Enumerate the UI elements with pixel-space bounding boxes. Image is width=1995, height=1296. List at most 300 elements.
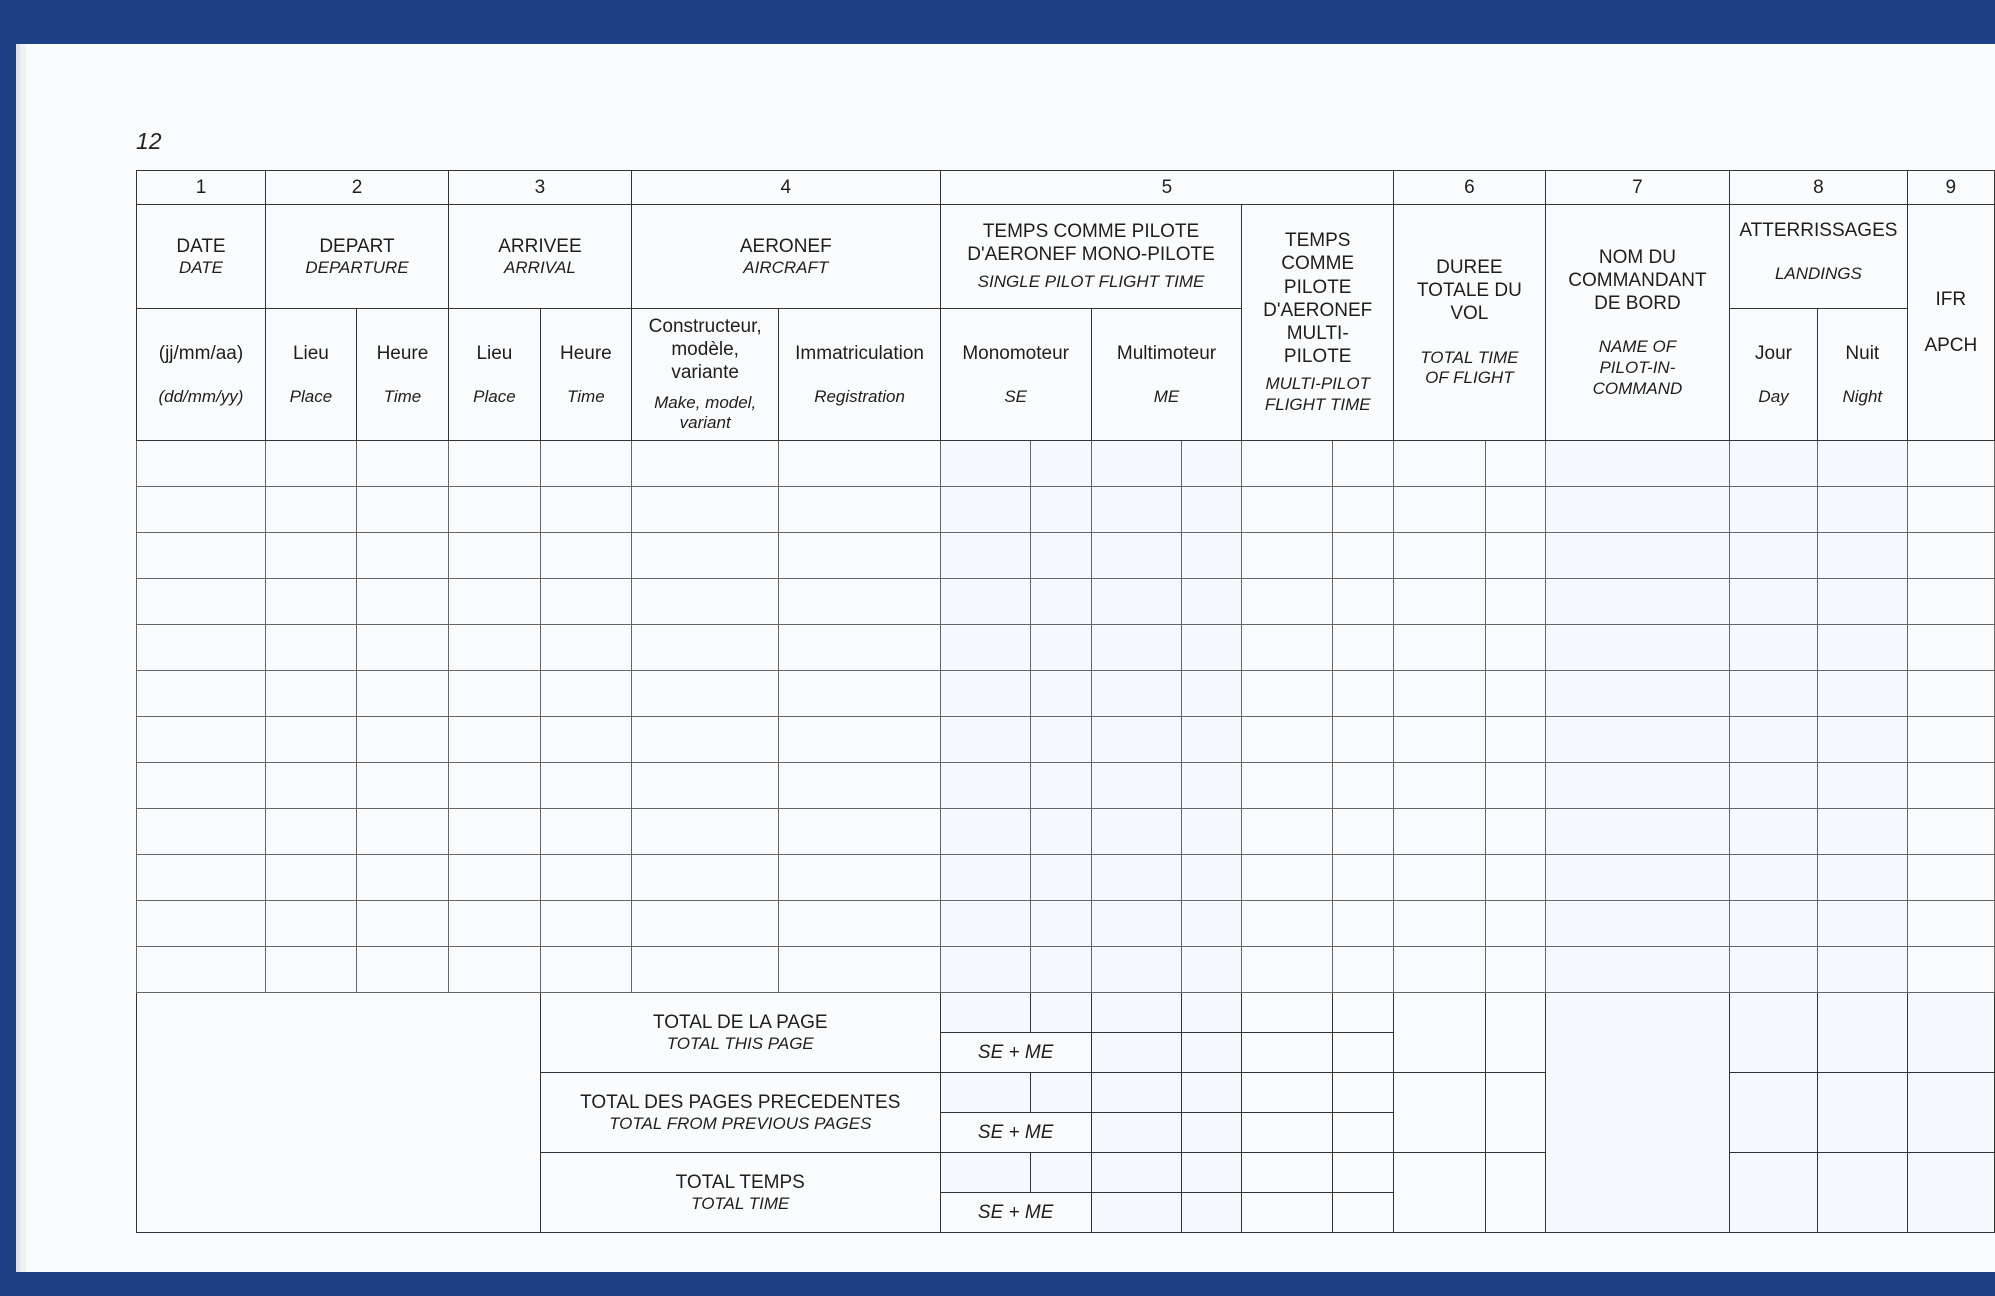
cell-arr-place[interactable] (449, 763, 541, 809)
cell-me-total-page[interactable] (1091, 993, 1181, 1033)
cell-total-min[interactable] (1486, 947, 1545, 993)
cell-se-min[interactable] (1031, 441, 1092, 487)
cell-arr-time[interactable] (540, 763, 631, 809)
cell-me-hours[interactable] (1091, 579, 1181, 625)
cell-mp-total-prev-min[interactable] (1333, 1073, 1394, 1113)
cell-dep-time[interactable] (356, 809, 448, 855)
cell-mp-min[interactable] (1333, 441, 1394, 487)
cell-ifr-total-prev[interactable] (1907, 1073, 1994, 1153)
cell-se-min[interactable] (1031, 809, 1092, 855)
se-me-label (940, 1113, 1091, 1153)
cell-date[interactable] (137, 717, 266, 763)
cell-se-hours[interactable] (940, 671, 1030, 717)
cell-make-model[interactable] (631, 533, 779, 579)
cell-ifr-apch[interactable] (1907, 855, 1994, 901)
se-me-label (940, 1193, 1091, 1233)
cell-me-total-all[interactable] (1091, 1153, 1181, 1193)
cell-total-time-all[interactable] (1394, 1153, 1486, 1233)
entry-row (137, 947, 1995, 993)
cell-se-min[interactable] (1031, 855, 1092, 901)
cell-arr-time[interactable] (540, 671, 631, 717)
cell-registration[interactable] (779, 487, 940, 533)
landings-day-en: Day (1758, 386, 1789, 406)
cell-me-min[interactable] (1181, 533, 1242, 579)
cell-mp-min[interactable] (1333, 625, 1394, 671)
cell-dep-time[interactable] (356, 533, 448, 579)
cell-arr-place[interactable] (449, 809, 541, 855)
cell-make-model[interactable] (631, 947, 779, 993)
cell-total-hours[interactable] (1394, 441, 1486, 487)
cell-dep-place[interactable] (265, 947, 356, 993)
cell-day-total-prev[interactable] (1730, 1073, 1818, 1153)
cell-day-landings[interactable] (1730, 717, 1818, 763)
cell-mp-min[interactable] (1333, 487, 1394, 533)
cell-se-hours[interactable] (940, 441, 1030, 487)
entry-row (137, 441, 1995, 487)
cell-dep-place[interactable] (265, 487, 356, 533)
cell-me-total-page-min[interactable] (1181, 993, 1242, 1033)
cell-se-hours[interactable] (940, 855, 1030, 901)
cell-me-hours[interactable] (1091, 855, 1181, 901)
cell-mp-min[interactable] (1333, 855, 1394, 901)
cell-mp-hours[interactable] (1242, 487, 1333, 533)
cell-pic-name[interactable] (1545, 717, 1729, 763)
cell-total-hours[interactable] (1394, 533, 1486, 579)
cell-mp-hours[interactable] (1242, 441, 1333, 487)
cell-me-min[interactable] (1181, 625, 1242, 671)
entry-row (137, 809, 1995, 855)
cell-arr-time[interactable] (540, 625, 631, 671)
cell-arr-time[interactable] (540, 809, 631, 855)
cell-arr-place[interactable] (449, 487, 541, 533)
cell-night-landings[interactable] (1817, 579, 1907, 625)
cell-total-min[interactable] (1486, 901, 1545, 947)
cell-day-landings[interactable] (1730, 487, 1818, 533)
cell-seme-total-all-min[interactable] (1181, 1193, 1242, 1233)
cell-night-landings[interactable] (1817, 671, 1907, 717)
cell-se-hours[interactable] (940, 901, 1030, 947)
cell-total-min[interactable] (1486, 717, 1545, 763)
cell-make-model[interactable] (631, 855, 779, 901)
cell-me-min[interactable] (1181, 579, 1242, 625)
cell-mp-hours[interactable] (1242, 671, 1333, 717)
cell-seme-total-page[interactable] (1091, 1033, 1181, 1073)
cell-pic-name[interactable] (1545, 671, 1729, 717)
cell-day-landings[interactable] (1730, 947, 1818, 993)
arrival-time-header (540, 309, 631, 441)
landings-day-fr: Jour (1755, 342, 1793, 364)
cell-night-landings[interactable] (1817, 487, 1907, 533)
cell-mp-min[interactable] (1333, 947, 1394, 993)
cell-dep-place[interactable] (265, 763, 356, 809)
cell-arr-place[interactable] (449, 947, 541, 993)
cell-mp2-total-all-min[interactable] (1333, 1193, 1394, 1233)
cell-mp2-total-prev-min[interactable] (1333, 1113, 1394, 1153)
cell-dep-place[interactable] (265, 717, 356, 763)
cell-make-model[interactable] (631, 809, 779, 855)
cell-se-hours[interactable] (940, 625, 1030, 671)
cell-ifr-apch[interactable] (1907, 947, 1994, 993)
cell-day-landings[interactable] (1730, 579, 1818, 625)
cell-mp-min[interactable] (1333, 671, 1394, 717)
cell-arr-time[interactable] (540, 717, 631, 763)
cell-me-hours[interactable] (1091, 625, 1181, 671)
cell-se-hours[interactable] (940, 717, 1030, 763)
cell-date[interactable] (137, 533, 266, 579)
cell-me-hours[interactable] (1091, 487, 1181, 533)
cell-mp-total-page-min[interactable] (1333, 993, 1394, 1033)
cell-ifr-apch[interactable] (1907, 671, 1994, 717)
cell-registration[interactable] (779, 809, 940, 855)
cell-seme-total-page-min[interactable] (1181, 1033, 1242, 1073)
cell-mp-min[interactable] (1333, 763, 1394, 809)
cell-mp-hours[interactable] (1242, 533, 1333, 579)
cell-total-min[interactable] (1486, 487, 1545, 533)
ifr-header (1907, 205, 1994, 441)
cell-night-total-page[interactable] (1817, 993, 1907, 1073)
cell-day-landings[interactable] (1730, 533, 1818, 579)
cell-arr-place[interactable] (449, 533, 541, 579)
cell-seme-total-prev[interactable] (1091, 1113, 1181, 1153)
cell-make-model[interactable] (631, 487, 779, 533)
cell-ifr-apch[interactable] (1907, 487, 1994, 533)
cell-total-min[interactable] (1486, 579, 1545, 625)
logbook-page (26, 44, 1995, 1272)
cell-me-hours[interactable] (1091, 901, 1181, 947)
cell-dep-place[interactable] (265, 901, 356, 947)
cell-night-landings[interactable] (1817, 625, 1907, 671)
entry-row (137, 763, 1995, 809)
cell-registration[interactable] (779, 671, 940, 717)
cell-me-min[interactable] (1181, 441, 1242, 487)
cell-ifr-apch[interactable] (1907, 441, 1994, 487)
cell-me-min[interactable] (1181, 809, 1242, 855)
cell-ifr-total-all[interactable] (1907, 1153, 1994, 1233)
total-previous-en: TOTAL FROM PREVIOUS PAGES (609, 1113, 872, 1133)
cell-date[interactable] (137, 901, 266, 947)
cell-me-min[interactable] (1181, 763, 1242, 809)
cell-me-min[interactable] (1181, 717, 1242, 763)
cell-dep-time[interactable] (356, 947, 448, 993)
cell-me-min[interactable] (1181, 901, 1242, 947)
cell-day-landings[interactable] (1730, 809, 1818, 855)
cell-pic-name[interactable] (1545, 579, 1729, 625)
cell-seme-total-all[interactable] (1091, 1193, 1181, 1233)
cell-total-min[interactable] (1486, 671, 1545, 717)
cell-registration[interactable] (779, 901, 940, 947)
cell-seme-total-prev-min[interactable] (1181, 1113, 1242, 1153)
cell-me-min[interactable] (1181, 947, 1242, 993)
cell-make-model[interactable] (631, 671, 779, 717)
cell-total-time-page-min[interactable] (1486, 993, 1545, 1073)
cell-arr-time[interactable] (540, 533, 631, 579)
cell-total-min[interactable] (1486, 809, 1545, 855)
cell-mp-min[interactable] (1333, 809, 1394, 855)
cell-registration[interactable] (779, 625, 940, 671)
cell-me-hours[interactable] (1091, 947, 1181, 993)
cell-total-hours[interactable] (1394, 625, 1486, 671)
cell-night-landings[interactable] (1817, 441, 1907, 487)
cell-pic-name[interactable] (1545, 947, 1729, 993)
cell-se-min[interactable] (1031, 487, 1092, 533)
cell-night-landings[interactable] (1817, 763, 1907, 809)
cell-total-time-page[interactable] (1394, 993, 1486, 1073)
cell-total-hours[interactable] (1394, 901, 1486, 947)
cell-registration[interactable] (779, 533, 940, 579)
cell-dep-place[interactable] (265, 533, 356, 579)
cell-pic-name[interactable] (1545, 901, 1729, 947)
cell-day-total-all[interactable] (1730, 1153, 1818, 1233)
aircraft-header (631, 205, 940, 309)
cell-registration[interactable] (779, 855, 940, 901)
cell-me-hours[interactable] (1091, 441, 1181, 487)
cell-day-landings[interactable] (1730, 441, 1818, 487)
cell-dep-place[interactable] (265, 855, 356, 901)
cell-me-total-prev[interactable] (1091, 1073, 1181, 1113)
cell-total-min[interactable] (1486, 533, 1545, 579)
cell-se-min[interactable] (1031, 579, 1092, 625)
col-number: 2 (265, 171, 448, 205)
cell-registration[interactable] (779, 441, 940, 487)
cell-se-hours[interactable] (940, 947, 1030, 993)
cell-mp-min[interactable] (1333, 533, 1394, 579)
aircraft-header-fr: AERONEF (739, 235, 832, 257)
cell-night-landings[interactable] (1817, 855, 1907, 901)
cell-registration[interactable] (779, 579, 940, 625)
cell-pic-name[interactable] (1545, 625, 1729, 671)
cell-total-hours[interactable] (1394, 947, 1486, 993)
cell-dep-place[interactable] (265, 809, 356, 855)
single-engine-header (940, 309, 1091, 441)
cell-night-landings[interactable] (1817, 717, 1907, 763)
cell-se-total-all-min[interactable] (1031, 1153, 1092, 1193)
cell-date[interactable] (137, 855, 266, 901)
cell-day-landings[interactable] (1730, 855, 1818, 901)
cell-date[interactable] (137, 947, 266, 993)
cell-se-total-page-min[interactable] (1031, 993, 1092, 1033)
column-number-row (137, 171, 1995, 205)
cell-night-landings[interactable] (1817, 901, 1907, 947)
cell-make-model[interactable] (631, 441, 779, 487)
cell-total-hours[interactable] (1394, 671, 1486, 717)
cell-mp-hours[interactable] (1242, 579, 1333, 625)
cell-total-min[interactable] (1486, 441, 1545, 487)
landings-night-fr: Nuit (1845, 342, 1880, 364)
cell-se-min[interactable] (1031, 901, 1092, 947)
cell-me-min[interactable] (1181, 487, 1242, 533)
cell-se-total-prev-min[interactable] (1031, 1073, 1092, 1113)
cell-registration[interactable] (779, 717, 940, 763)
cell-ifr-apch[interactable] (1907, 901, 1994, 947)
cell-dep-time[interactable] (356, 441, 448, 487)
cell-total-hours[interactable] (1394, 855, 1486, 901)
cell-date[interactable] (137, 579, 266, 625)
cell-total-hours[interactable] (1394, 809, 1486, 855)
cell-date[interactable] (137, 625, 266, 671)
cell-registration[interactable] (779, 763, 940, 809)
cell-total-time-prev-min[interactable] (1486, 1073, 1545, 1153)
cell-se-min[interactable] (1031, 947, 1092, 993)
cell-dep-place[interactable] (265, 625, 356, 671)
cell-mp-hours[interactable] (1242, 855, 1333, 901)
cell-se-hours[interactable] (940, 809, 1030, 855)
cell-arr-time[interactable] (540, 947, 631, 993)
cell-registration[interactable] (779, 947, 940, 993)
cell-pic-name[interactable] (1545, 441, 1729, 487)
cell-dep-time[interactable] (356, 717, 448, 763)
cell-pic-name[interactable] (1545, 763, 1729, 809)
cell-ifr-apch[interactable] (1907, 809, 1994, 855)
cell-make-model[interactable] (631, 763, 779, 809)
cell-se-min[interactable] (1031, 625, 1092, 671)
cell-total-hours[interactable] (1394, 579, 1486, 625)
cell-dep-time[interactable] (356, 625, 448, 671)
cell-se-hours[interactable] (940, 487, 1030, 533)
cell-day-landings[interactable] (1730, 625, 1818, 671)
cell-dep-time[interactable] (356, 487, 448, 533)
cell-me-hours[interactable] (1091, 809, 1181, 855)
cell-day-total-page[interactable] (1730, 993, 1818, 1073)
cell-arr-time[interactable] (540, 487, 631, 533)
cell-make-model[interactable] (631, 717, 779, 763)
cell-arr-place[interactable] (449, 441, 541, 487)
cell-se-total-all[interactable] (940, 1153, 1030, 1193)
cell-ifr-apch[interactable] (1907, 717, 1994, 763)
cell-pic-name[interactable] (1545, 855, 1729, 901)
cell-total-min[interactable] (1486, 763, 1545, 809)
cell-mp-hours[interactable] (1242, 901, 1333, 947)
cell-night-landings[interactable] (1817, 533, 1907, 579)
cell-dep-place[interactable] (265, 671, 356, 717)
cell-mp2-total-prev[interactable] (1242, 1113, 1333, 1153)
cell-arr-time[interactable] (540, 441, 631, 487)
cell-mp2-total-page-min[interactable] (1333, 1033, 1394, 1073)
cell-mp-hours[interactable] (1242, 809, 1333, 855)
cell-arr-place[interactable] (449, 855, 541, 901)
cell-arr-place[interactable] (449, 901, 541, 947)
cell-arr-time[interactable] (540, 579, 631, 625)
cell-total-min[interactable] (1486, 625, 1545, 671)
cell-ifr-apch[interactable] (1907, 533, 1994, 579)
cell-total-hours[interactable] (1394, 487, 1486, 533)
cell-make-model[interactable] (631, 579, 779, 625)
cell-mp-min[interactable] (1333, 901, 1394, 947)
cell-dep-place[interactable] (265, 441, 356, 487)
ifr-header-label: IFR (1935, 289, 1967, 311)
cell-dep-time[interactable] (356, 901, 448, 947)
entry-rows (137, 441, 1995, 993)
departure-place-header (265, 309, 356, 441)
cell-night-landings[interactable] (1817, 809, 1907, 855)
cell-se-hours[interactable] (940, 763, 1030, 809)
cell-total-hours[interactable] (1394, 717, 1486, 763)
make-model-en: Make, model, variant (654, 392, 757, 433)
cell-mp-hours[interactable] (1242, 625, 1333, 671)
cell-se-total-page[interactable] (940, 993, 1030, 1033)
cell-me-min[interactable] (1181, 855, 1242, 901)
cell-dep-time[interactable] (356, 579, 448, 625)
cell-me-hours[interactable] (1091, 533, 1181, 579)
cell-mp-min[interactable] (1333, 579, 1394, 625)
cell-mp-total-all[interactable] (1242, 1153, 1333, 1193)
cell-me-min[interactable] (1181, 671, 1242, 717)
cell-se-hours[interactable] (940, 579, 1030, 625)
cell-pic-name[interactable] (1545, 809, 1729, 855)
cell-ifr-apch[interactable] (1907, 625, 1994, 671)
cell-dep-time[interactable] (356, 763, 448, 809)
cell-ifr-apch[interactable] (1907, 763, 1994, 809)
arrival-place-en: Place (473, 386, 516, 406)
cell-arr-place[interactable] (449, 671, 541, 717)
total-time-header-fr: DUREE TOTALE DU VOL (1416, 257, 1522, 325)
cell-arr-time[interactable] (540, 855, 631, 901)
cell-arr-time[interactable] (540, 901, 631, 947)
cell-ifr-apch[interactable] (1907, 579, 1994, 625)
cell-mp-hours[interactable] (1242, 763, 1333, 809)
cell-se-min[interactable] (1031, 717, 1092, 763)
total-previous-fr: TOTAL DES PAGES PRECEDENTES (580, 1091, 901, 1113)
cell-mp-hours[interactable] (1242, 947, 1333, 993)
cell-arr-place[interactable] (449, 579, 541, 625)
cell-ifr-total-page[interactable] (1907, 993, 1994, 1073)
cell-night-total-all[interactable] (1817, 1153, 1907, 1233)
cell-arr-place[interactable] (449, 625, 541, 671)
cell-mp-hours[interactable] (1242, 717, 1333, 763)
cell-mp2-total-all[interactable] (1242, 1193, 1333, 1233)
cell-me-hours[interactable] (1091, 671, 1181, 717)
cell-total-hours[interactable] (1394, 763, 1486, 809)
cell-night-landings[interactable] (1817, 947, 1907, 993)
cell-night-total-prev[interactable] (1817, 1073, 1907, 1153)
cell-se-min[interactable] (1031, 533, 1092, 579)
cell-me-hours[interactable] (1091, 763, 1181, 809)
cell-make-model[interactable] (631, 901, 779, 947)
single-engine-en: SE (1004, 386, 1027, 406)
cell-mp-total-page[interactable] (1242, 993, 1333, 1033)
cell-pic-name[interactable] (1545, 533, 1729, 579)
cell-date[interactable] (137, 809, 266, 855)
cell-total-min[interactable] (1486, 855, 1545, 901)
cell-dep-time[interactable] (356, 671, 448, 717)
cell-make-model[interactable] (631, 625, 779, 671)
cell-date[interactable] (137, 763, 266, 809)
cell-day-landings[interactable] (1730, 671, 1818, 717)
cell-total-time-prev[interactable] (1394, 1073, 1486, 1153)
cell-dep-place[interactable] (265, 579, 356, 625)
cell-total-time-all-min[interactable] (1486, 1153, 1545, 1233)
cell-date[interactable] (137, 487, 266, 533)
cell-me-hours[interactable] (1091, 717, 1181, 763)
cell-dep-time[interactable] (356, 855, 448, 901)
cell-me-total-prev-min[interactable] (1181, 1073, 1242, 1113)
cell-mp-total-all-min[interactable] (1333, 1153, 1394, 1193)
cell-arr-place[interactable] (449, 717, 541, 763)
cell-date[interactable] (137, 441, 266, 487)
cell-day-landings[interactable] (1730, 901, 1818, 947)
logbook-table (136, 170, 1995, 1233)
cell-se-hours[interactable] (940, 533, 1030, 579)
cell-se-min[interactable] (1031, 763, 1092, 809)
cell-se-min[interactable] (1031, 671, 1092, 717)
cell-date[interactable] (137, 671, 266, 717)
cell-mp-total-prev[interactable] (1242, 1073, 1333, 1113)
cell-mp-min[interactable] (1333, 717, 1394, 763)
cell-se-total-prev[interactable] (940, 1073, 1030, 1113)
cell-me-total-all-min[interactable] (1181, 1153, 1242, 1193)
cell-pic-name[interactable] (1545, 487, 1729, 533)
cell-mp2-total-page[interactable] (1242, 1033, 1333, 1073)
cell-day-landings[interactable] (1730, 763, 1818, 809)
